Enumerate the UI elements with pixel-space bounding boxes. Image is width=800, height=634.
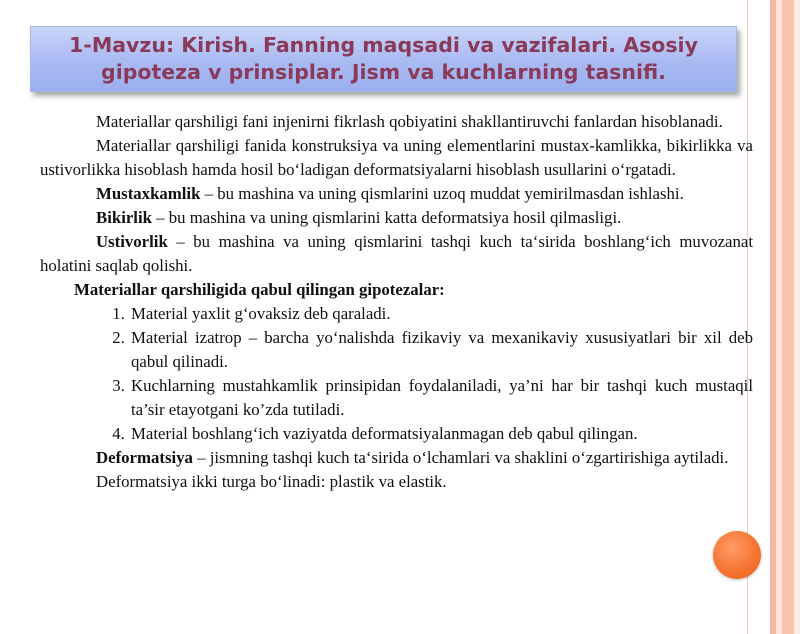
definition-deformatsiya <box>40 446 753 470</box>
slide-title: 1-Mavzu: Kirish. Fanning maqsadi va vazifalari. Asosiy gipoteza v prinsiplar. Jism va kuchlarning tasnifi. <box>69 33 698 84</box>
hypotheses-heading: Materiallar qarshiligida qabul qilingan gipotezalar: <box>74 280 445 299</box>
slide-body <box>40 110 753 494</box>
definition-mustaxkamlik <box>40 182 753 206</box>
list-item: 2. Material izatrop – barcha yo‘nalishda fizikaviy va mexanikaviy xususiyatlari bir xil deb qabul qilinadi. <box>129 326 753 374</box>
list-item: 4. Material boshlang‘ich vaziyatda deformatsiyalanmagan deb qabul qilingan. <box>129 422 753 446</box>
term-bikirlik: Bikirlik <box>96 208 152 227</box>
definition-text: – bu mashina va uning qismlarini uzoq muddat yemirilmasdan ishlashi. <box>200 184 684 203</box>
definition-bikirlik <box>40 206 753 230</box>
title-banner <box>30 26 737 92</box>
decorative-orange-circle <box>713 531 761 579</box>
term-mustaxkamlik: Mustaxkamlik <box>96 184 201 203</box>
list-item: 3. Kuchlarning mustahkamlik prinsipidan foydalaniladi, ya’ni har bir tashqi kuch mustaqil ta’sir etayotgani ko’zda tutiladi. <box>129 374 753 422</box>
definition-text: – jismning tashqi kuch ta‘sirida o‘lchamlari va shaklini o‘zgartirishiga aytiladi. <box>192 448 729 467</box>
definition-text: – bu mashina va uning qismlarini tashqi kuch ta‘sirida boshlang‘ich muvozanat holatini saqlab qolishi. <box>40 232 753 275</box>
decorative-side-stripes <box>764 0 800 634</box>
list-item: 1. Material yaxlit g‘ovaksiz deb qaraladi. <box>129 302 753 326</box>
paragraph-intro: Materiallar qarshiligi fani injenirni fikrlash qobiyatini shakllantiruvchi fanlardan hisoblanadi. <box>96 112 723 131</box>
hypotheses-list <box>40 302 753 446</box>
definition-text: – bu mashina va uning qismlarini katta deformatsiya hosil qilmasligi. <box>151 208 622 227</box>
definition-ustivorlik <box>40 230 753 278</box>
paragraph-purpose: Materiallar qarshiligi fanida konstruksiya va uning elementlarini mustax-kamlikka, bikirlikka va ustivorlikka hisoblash hamda hosil bo‘ladigan deformatsiyalarni hisoblash usullarini o‘rgatadi. <box>40 136 753 179</box>
term-ustivorlik: Ustivorlik <box>96 232 168 251</box>
paragraph-deformation-types: Deformatsiya ikki turga bo‘linadi: plastik va elastik. <box>96 472 447 491</box>
term-deformatsiya: Deformatsiya <box>96 448 193 467</box>
